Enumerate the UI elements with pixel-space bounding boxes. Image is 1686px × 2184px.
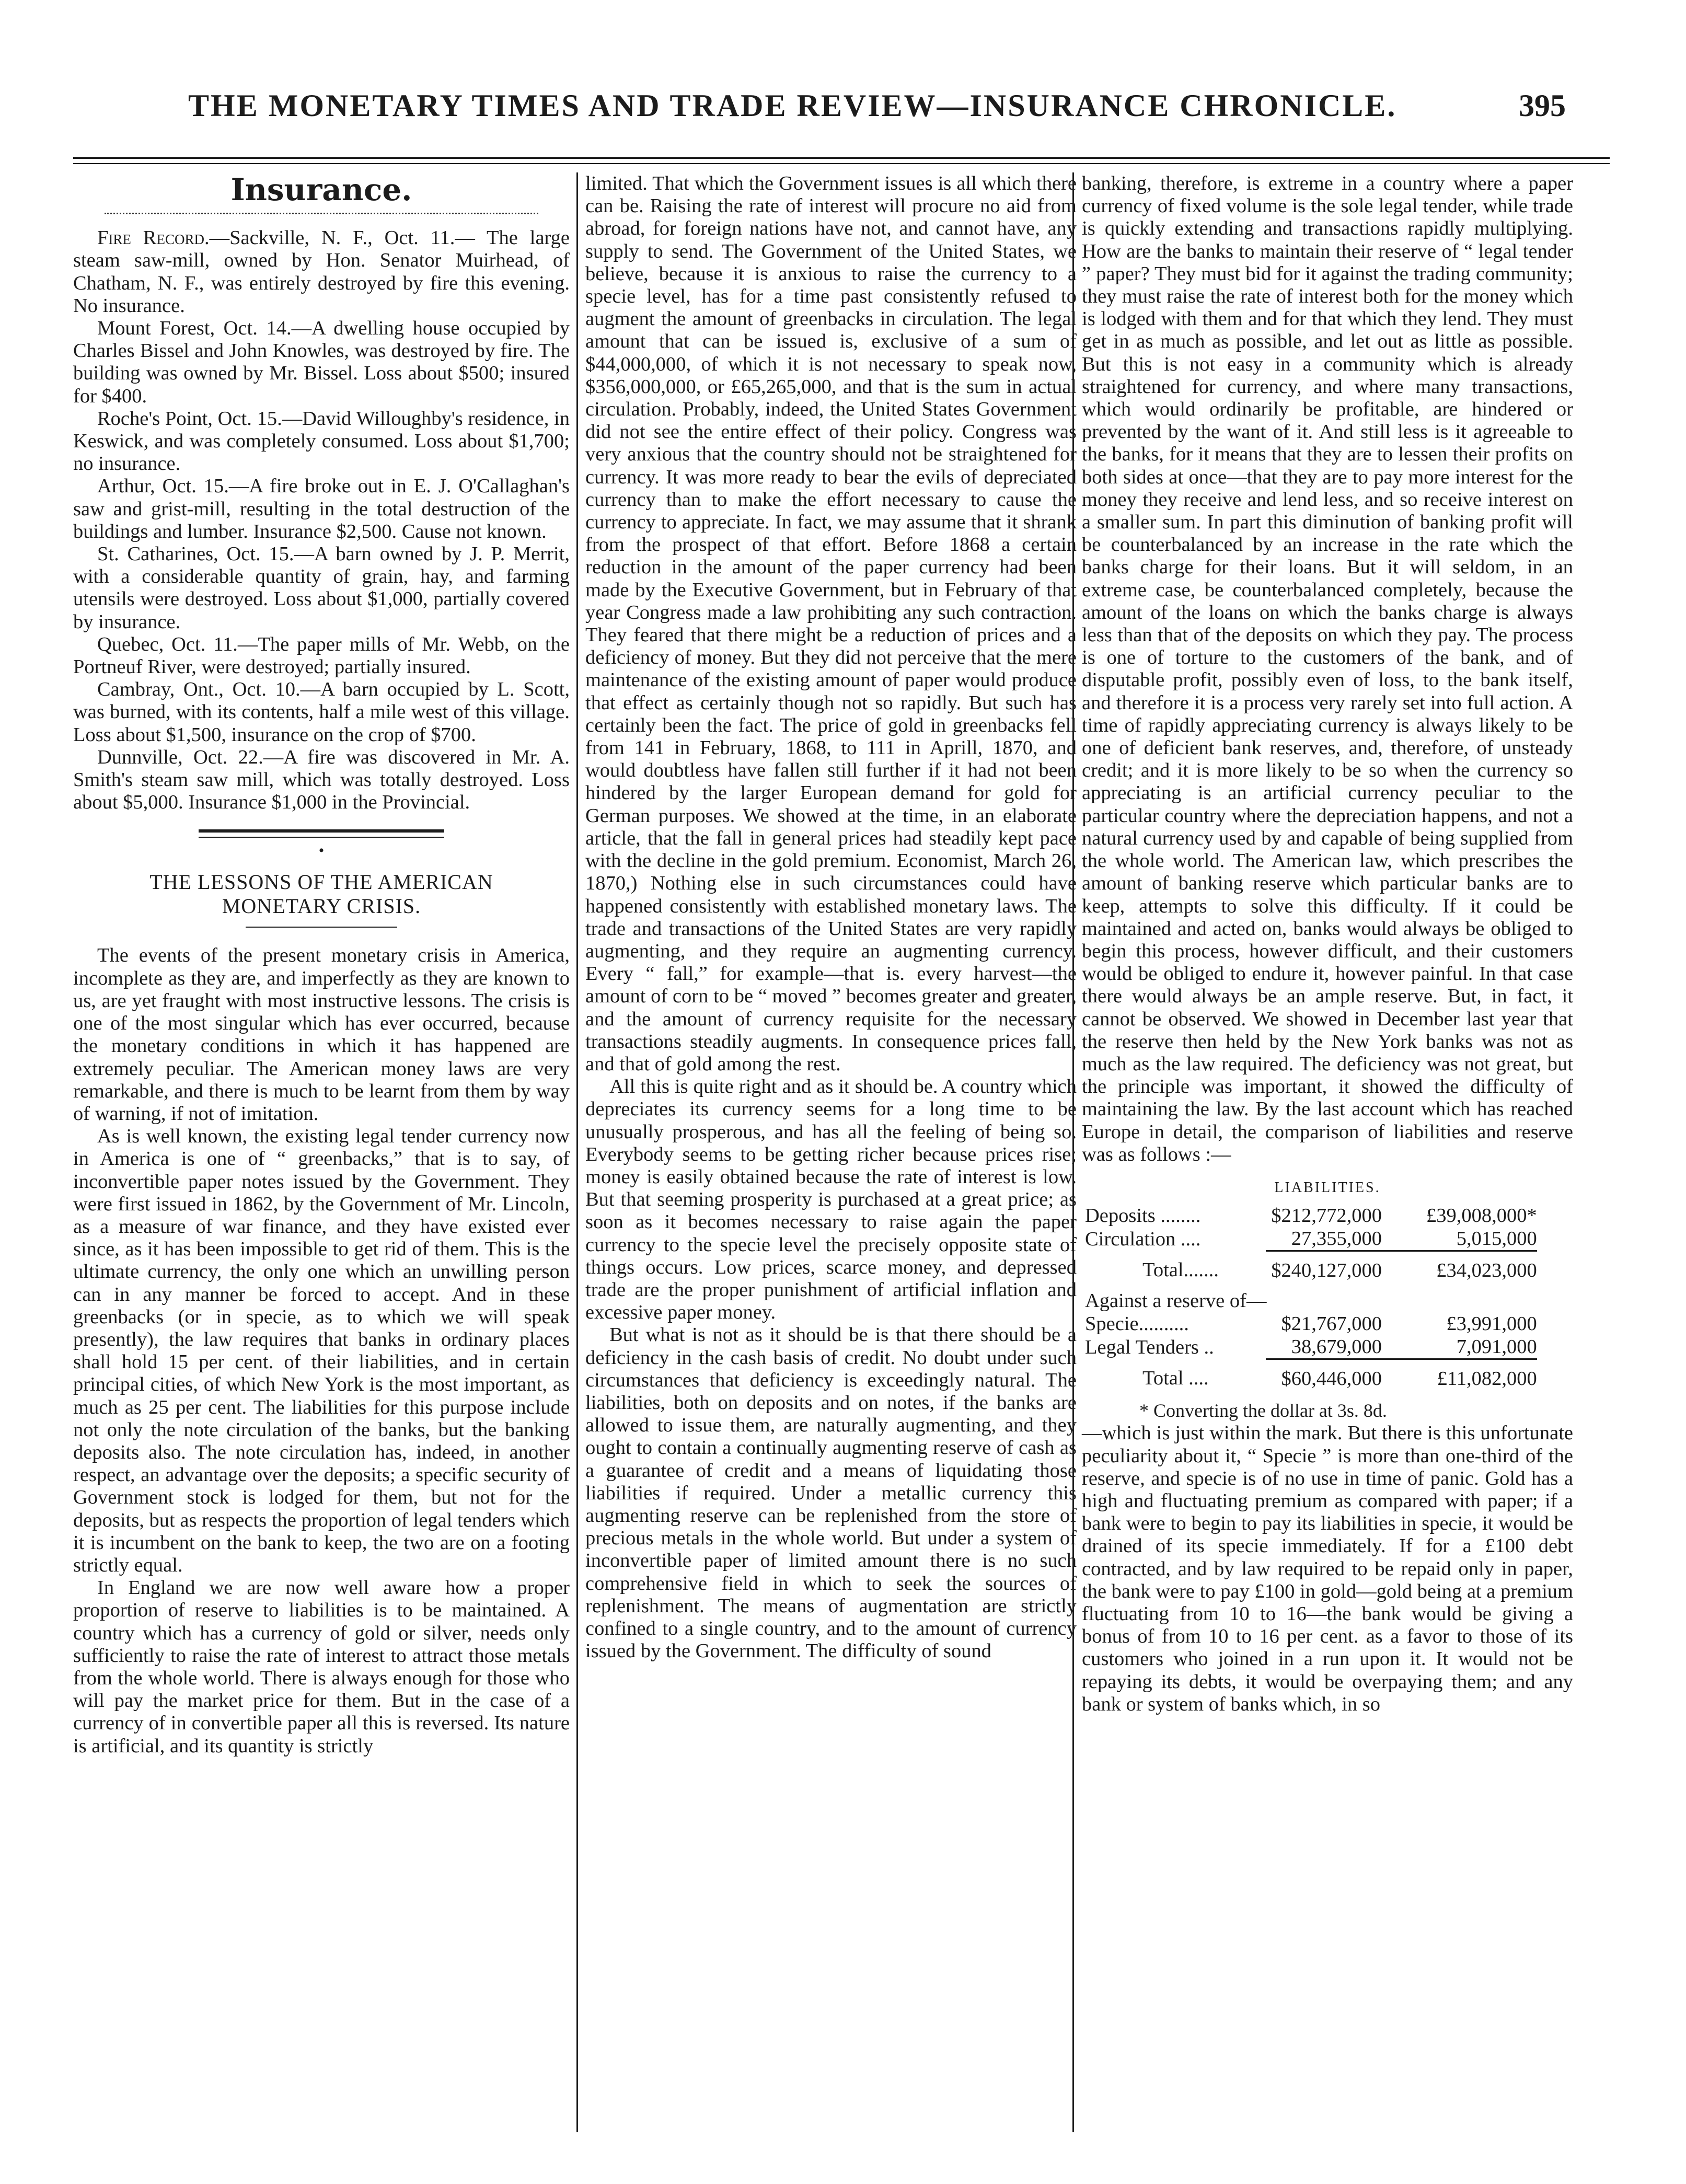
- masthead-title: THE MONETARY TIMES AND TRADE REVIEW—INSURANCE CHRONICLE.: [188, 88, 1397, 123]
- article-paragraph: All this is quite right and as it should be. A country which depreciates its currency seems for a long time to be unusually prosperous, and has all the feeling of being so. Everybody seems to be getting richer because prices rise; money is easily obtained because the rate of interest is low. But that seeming prosperity is purchased at a great price; as soon as it becomes necessary to raise again the paper currency to the specie level the precisely opposite state of things occurs. Low prices, scarce money, and depressed trade are the proper punishment of artificial inflation and excessive paper money.: [585, 1076, 1077, 1324]
- table-row: Circulation .... 27,355,000 5,015,000: [1085, 1228, 1537, 1250]
- liabilities-table: [1085, 1204, 1537, 1397]
- fire-record-item: St. Catharines, Oct. 15.—A barn owned by J. P. Merrit, with a considerable quantity of grain, hay, and farming utensils were destroyed. Loss about $1,000, partially covered by insurance.: [73, 543, 570, 633]
- section-title-insurance: Insurance.: [230, 172, 412, 207]
- article-paragraph: As is well known, the existing legal tender currency now in America is one of “ greenbacks,” that is to say, of inconvertible paper notes issued by the Government. They were first issued in 1862, by the Government of Mr. Lincoln, as a measure of war finance, and they have existed ever since, as it has been impossible to get rid of them. This is the ultimate currency, the only one which an unwilling person can in any manner be forced to accept. And in these greenbacks (or in specie, as to which we will speak presently), the law requires that banks in ordinary places shall hold 15 per cent. of their liabilities, and in certain principal cities, of which New York is the most important, as much as 25 per cent. The liabilities for this purpose include not only the note circulation of the banks, but the banking deposits also. The note circulation has, indeed, in another respect, an advantage over the deposits; a specific security of Government stock is lodged for them, but not for the deposits, but as respects the proportion of legal tenders which it is incumbent on the bank to keep, the two are on a footing strictly equal.: [73, 1125, 570, 1576]
- article-paragraph: In England we are now well aware how a proper proportion of reserve to liabilities is to be maintained. A country which has a currency of gold or silver, needs only sufficiently to raise the rate of interest to attract those metals from the whole world. There is always enough for those who will pay the market price for them. But in the case of a currency of in convertible paper all this is reversed. Its nature is artificial, and its quantity is strictly: [73, 1577, 570, 1757]
- table-total-row: Total .... $60,446,000 £11,082,000: [1085, 1359, 1537, 1398]
- fire-record-item: Arthur, Oct. 15.—A fire broke out in E. J. O'Callaghan's saw and grist-mill, resulting in the total destruction of the buildings and lumber. Insurance $2,500. Cause not known.: [73, 475, 570, 542]
- column-divider-1: [576, 172, 578, 2132]
- column-2: [585, 172, 1077, 1662]
- column-1: [73, 172, 570, 1758]
- header-rule-bottom: [73, 163, 1610, 164]
- article-paragraph: But what is not as it should be is that there should be a deficiency in the cash basis of credit. No doubt under such circumstances that deficiency is exceedingly natural. The liabilities, both on deposits and on notes, if the banks are allowed to issue them, are naturally augmenting, and they ought to contain a continually augmenting reserve of cash as a guarantee of credit and a means of liquidating those liabilities if required. Under a metallic currency this augmenting reserve can be replenished from the store of precious metals in the whole world. But under a system of inconvertible paper of limited amount there is no such comprehensive field in which to seek the sources of replenishment. The means of augmentation are strictly confined to a single country, and to the amount of currency issued by the Government. The difficulty of sound: [585, 1324, 1077, 1662]
- fire-record-label: Fire Record.: [97, 227, 210, 249]
- article-paragraph: The events of the present monetary crisis in America, incomplete as they are, and imperfectly as they are known to us, are yet fraught with most instructive lessons. The crisis is one of the most singular which has ever occurred, because the monetary conditions in which it has happened are extremely peculiar. The American money laws are very remarkable, and there is much to be learnt from them by way of warning, if not of imitation.: [73, 944, 570, 1125]
- section-divider: [199, 829, 444, 838]
- article-title: THE LESSONS OF THE AMERICAN MONETARY CRISIS.: [149, 870, 493, 918]
- divider-dot: •: [318, 842, 325, 860]
- fire-record-item: Mount Forest, Oct. 14.—A dwelling house occupied by Charles Bissel and John Knowles, was destroyed by fire. The building was owned by Mr. Bissel. Loss about $500; insured for $400.: [73, 317, 570, 407]
- table-row: Legal Tenders .. 38,679,000 7,091,000: [1085, 1336, 1537, 1358]
- fire-record-item: Fire Record.—Sackville, N. F., Oct. 11.— The large steam saw-mill, owned by Hon. Senator Muirhead, of Chatham, N. F., was entirely destroyed by fire this evening. No insurance.: [73, 227, 570, 317]
- table-row: Specie.......... $21,767,000 £3,991,000: [1085, 1313, 1537, 1335]
- liabilities-table-heading: LIABILITIES.: [1274, 1179, 1381, 1196]
- table-row: Against a reserve of—: [1085, 1290, 1267, 1312]
- article-title-rule: [246, 927, 397, 928]
- fire-record-item: Roche's Point, Oct. 15.—David Willoughby's residence, in Keswick, and was completely consumed. Loss about $1,700; no insurance.: [73, 407, 570, 475]
- table-total-row: Total....... $240,127,000 £34,023,000: [1085, 1251, 1537, 1290]
- column-3: [1082, 172, 1573, 1716]
- fire-record-item: Cambray, Ont., Oct. 10.—A barn occupied by L. Scott, was burned, with its contents, half a mile west of this village. Loss about $1,500, insurance on the crop of $700.: [73, 678, 570, 746]
- article-paragraph: banking, therefore, is extreme in a country where a paper currency of fixed volume is the sole legal tender, while trade is quickly extending and transactions rapidly multiplying. How are the banks to maintain their reserve of “ legal tender ” paper? They must bid for it against the trading community; they must raise the rate of interest both for the money which is lodged with them and for that which they lend. They must get in as much as possible, and let out as little as possible. But this is not easy in a community which is already straightened for currency, and where many transactions, which would ordinarily be profitable, are hindered or prevented by the want of it. And still less is it agreeable to the banks, for it means that they are to lessen their profits on both sides at once—that they are to pay more interest for the money they receive and lend less, and so receive interest on a smaller sum. In part this diminution of banking profit will be counterbalanced by an increase in the rate which the banks charge for their loans. But it will seldom, in an extreme case, be counterbalanced completely, because the amount of the loans on which the banks charge is always less than that of the deposits on which they pay. The process is one of torture to the customers of the bank, and of disputable profit, possibly even of loss, to the bank itself, and therefore it is a process very rarely set into full action. A time of rapidly appreciating currency is always likely to be one of deficient bank reserves, and, therefore, of unsteady credit; and it is more likely to be so when the currency so appreciating is an artificial currency peculiar to the particular country where the depreciation happens, and not a natural currency used by and capable of being supplied from the whole world. The American law, which prescribes the amount of banking reserve which particular banks are to keep, attempts to solve this difficulty. If it could be maintained and acted on, banks would always be obliged to begin this process, however difficult, and their customers would be obliged to endure it, however painful. In that case there would always be an ample reserve. But, in fact, it cannot be observed. We showed in December last year that the reserve then held by the New York banks was not as much as the law required. The deficiency was not great, but the principle was important, it showed the difficulty of maintaining the law. By the last account which has reached Europe in detail, the comparison of liabilities and reserve was as follows :—: [1082, 172, 1573, 1165]
- table-row: Deposits ........ $212,772,000 £39,008,000*: [1085, 1205, 1537, 1227]
- page-number: 395: [1519, 88, 1566, 123]
- article-paragraph: —which is just within the mark. But there is this unfortunate peculiarity about it, “ Specie ” is more than one-third of the reserve, and specie is of no use in time of panic. Gold has a high and fluctuating premium as compared with paper; if a bank were to begin to pay its liabilities in specie, it would be drained of its specie immediately. If for a £100 debt contracted, and by law required to be repaid only in paper, the bank were to pay £100 in gold—gold being at a premium fluctuating from 10 to 16—the bank would be giving a bonus of from 10 to 16 per cent. as a favor to those of its customers who joined in a run upon it. It would not be repaying its debts, it would be overpaying them; and any bank or system of banks which, in so: [1082, 1422, 1573, 1715]
- fire-record-item: Quebec, Oct. 11.—The paper mills of Mr. Webb, on the Portneuf River, were destroyed; partially insured.: [73, 633, 570, 678]
- table-footnote: * Converting the dollar at 3s. 8d.: [1139, 1400, 1387, 1422]
- article-paragraph: limited. That which the Government issues is all which there can be. Raising the rate of interest will procure no aid from abroad, for foreign nations have not, and cannot have, any supply to send. The Government of the United States, we believe, because it is anxious to raise the currency to a specie level, has for a time past consistently refused to augment the amount of greenbacks in circulation. The legal amount that can be issued is, exclusive of a sum of $44,000,000, of which it is not necessary to speak now, $356,000,000, or £65,265,000, and that is the sum in actual circulation. Probably, indeed, the United States Government did not see the entire effect of their policy. Congress was very anxious that the country should not be straightened for currency. It was more ready to bear the evils of depreciated currency than to make the effort necessary to cause the currency to appreciate. In fact, we may assume that it shrank from the prospect of that effort. Before 1868 a certain reduction in the amount of the paper currency had been made by the Executive Government, but in February of that year Congress made a law prohibiting any such contraction. They feared that there might be a reduction of prices and a deficiency of money. But they did not perceive that the mere maintenance of the existing amount of paper would produce that effect as certainly though not so rapidly. But such has certainly been the fact. The price of gold in greenbacks fell from 141 in February, 1868, to 111 in Aprill, 1870, and would doubtless have fallen still further if it had not been hindered by the larger European demand for gold for German purposes. We showed at the time, in an elaborate article, that the fall in general prices had steadily kept pace with the decline in the gold premium. Economist, March 26, 1870,) Nothing else in such circumstances could have happened consistently with established monetary laws. The trade and transactions of the United States are very rapidly augmenting, and they require an augmenting currency. Every “ fall,” for example—that is. every harvest—the amount of corn to be “ moved ” becomes greater and greater, and the amount of currency requisite for the necessary transactions steadily augments. In consequence prices fall, and that of gold among the rest.: [585, 172, 1077, 1075]
- header-rule-top: [73, 157, 1610, 159]
- fire-record-item: Dunnville, Oct. 22.—A fire was discovered in Mr. A. Smith's steam saw mill, which was totally destroyed. Loss about $5,000. Insurance $1,000 in the Provincial.: [73, 746, 570, 814]
